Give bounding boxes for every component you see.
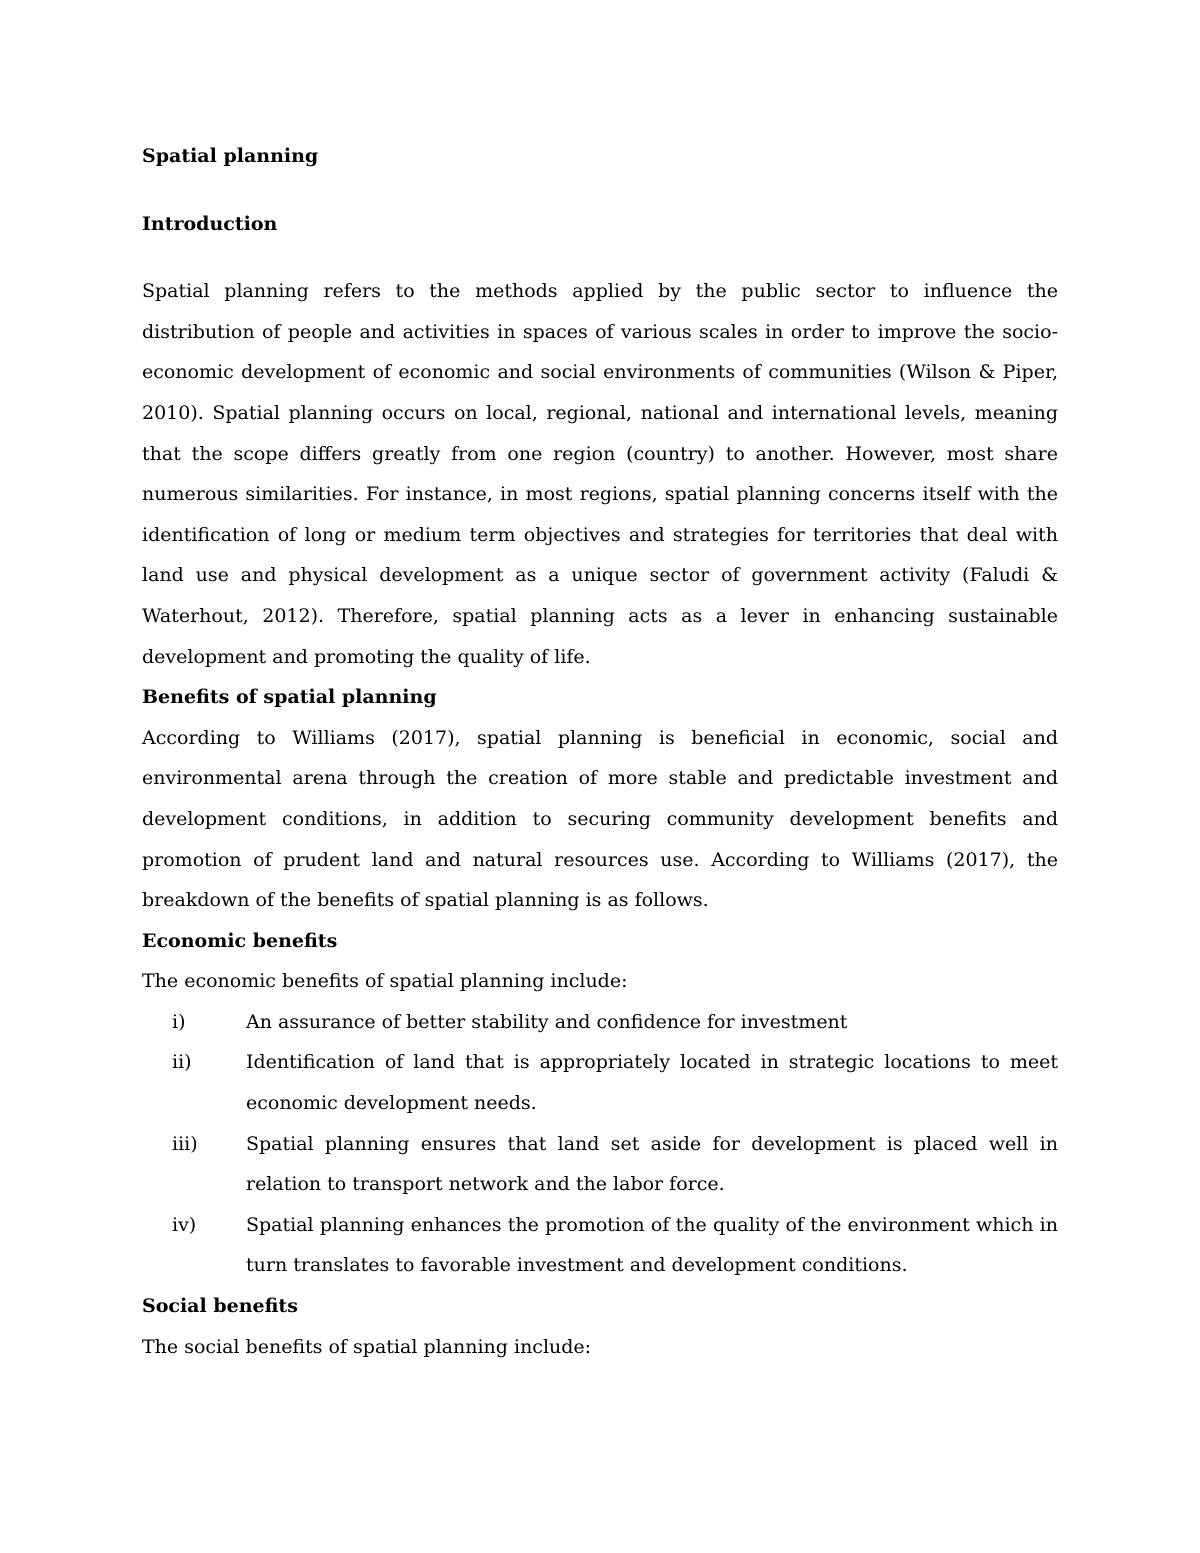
list-item <box>142 1042 1058 1123</box>
list-item-number: ii) <box>172 1051 192 1074</box>
list-item <box>142 1124 1058 1205</box>
list-item <box>142 1205 1058 1286</box>
introduction-paragraph: Spatial planning refers to the methods applied by the public sector to influence the distribution of people and activities in spaces of various scales in order to improve the socio-economic development of economic and social environments of communities (Wilson & Piper, 2010). Spatial planning occurs on local, regional, national and international levels, meaning that the scope differs greatly from one region (country) to another. However, most share numerous similarities. For instance, in most regions, spatial planning concerns itself with the identification of long or medium term objectives and strategies for territories that deal with land use and physical development as a unique sector of government activity (Faludi & Waterhout, 2012). Therefore, spatial planning acts as a lever in enhancing sustainable development and promoting the quality of life. <box>142 280 1058 668</box>
social-benefits-intro: The social benefits of spatial planning include: <box>142 1335 592 1358</box>
benefits-heading: Benefits of spatial planning <box>142 686 437 709</box>
introduction-heading: Introduction <box>142 212 278 235</box>
economic-benefits-intro: The economic benefits of spatial planning include: <box>142 970 628 993</box>
economic-benefits-heading: Economic benefits <box>142 929 338 952</box>
list-item-number: iii) <box>172 1132 198 1155</box>
list-item-text: An assurance of better stability and confidence for investment <box>246 1010 848 1033</box>
document-page <box>142 136 1058 1367</box>
list-item-number: iv) <box>172 1213 197 1236</box>
list-item-text: Identification of land that is appropriately located in strategic locations to meet economic development needs. <box>246 1051 1058 1115</box>
list-item-number: i) <box>172 1010 186 1033</box>
economic-benefits-list <box>142 1002 1058 1286</box>
social-benefits-heading: Social benefits <box>142 1295 298 1318</box>
list-item-text: Spatial planning enhances the promotion of the quality of the environment which in turn translates to favorable investment and development conditions. <box>246 1213 1058 1277</box>
list-item-text: Spatial planning ensures that land set aside for development is placed well in relation to transport network and the labor force. <box>246 1132 1058 1196</box>
document-title: Spatial planning <box>142 145 319 167</box>
list-item <box>142 1002 1058 1043</box>
benefits-paragraph: According to Williams (2017), spatial planning is beneficial in economic, social and environmental arena through the creation of more stable and predictable investment and development conditions, in addition to securing community development benefits and promotion of prudent land and natural resources use. According to Williams (2017), the breakdown of the benefits of spatial planning is as follows. <box>142 726 1058 912</box>
